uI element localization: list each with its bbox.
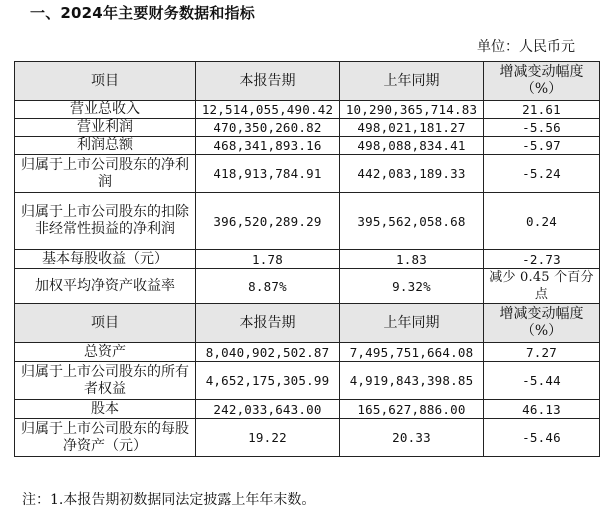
row-item: 利润总额 [15, 137, 196, 155]
row-previous: 442,083,189.33 [340, 155, 484, 193]
header-prior-period: 上年同期 [340, 62, 484, 101]
row-item: 营业利润 [15, 119, 196, 137]
row-item: 股本 [15, 400, 196, 419]
table-row [15, 155, 600, 193]
row-previous: 498,021,181.27 [340, 119, 484, 137]
row-previous: 4,919,843,398.85 [340, 362, 484, 400]
row-current: 242,033,643.00 [196, 400, 340, 419]
row-current: 8.87% [196, 269, 340, 304]
table-row [15, 250, 600, 269]
row-current: 1.78 [196, 250, 340, 269]
row-previous: 7,495,751,664.08 [340, 343, 484, 362]
row-item: 基本每股收益（元） [15, 250, 196, 269]
header-change-pct: 增减变动幅度（%） [484, 304, 600, 343]
table-row [15, 137, 600, 155]
row-current: 418,913,784.91 [196, 155, 340, 193]
header-prior-period: 上年同期 [340, 304, 484, 343]
table1-header-row [15, 62, 600, 101]
row-current: 396,520,289.29 [196, 193, 340, 250]
row-change: -5.97 [484, 137, 600, 155]
table-row [15, 269, 600, 304]
footnote: 注：1.本报告期初数据同法定披露上年年末数。 [22, 492, 316, 508]
table-row [15, 193, 600, 250]
row-previous: 1.83 [340, 250, 484, 269]
row-change: 0.24 [484, 193, 600, 250]
currency-unit: 单位：人民币元 [477, 39, 575, 55]
row-previous: 395,562,058.68 [340, 193, 484, 250]
table2-header-row [15, 304, 600, 343]
row-previous: 165,627,886.00 [340, 400, 484, 419]
table-row [15, 362, 600, 400]
row-change: 减少 0.45 个百分点 [484, 269, 600, 304]
row-change: 7.27 [484, 343, 600, 362]
row-change: 46.13 [484, 400, 600, 419]
row-item: 归属于上市公司股东的净利润 [15, 155, 196, 193]
table-row [15, 101, 600, 119]
row-change: -5.24 [484, 155, 600, 193]
row-current: 8,040,902,502.87 [196, 343, 340, 362]
table-row [15, 400, 600, 419]
table-row [15, 119, 600, 137]
row-current: 4,652,175,305.99 [196, 362, 340, 400]
row-current: 470,350,260.82 [196, 119, 340, 137]
row-item: 归属于上市公司股东的扣除非经常性损益的净利润 [15, 193, 196, 250]
row-change: -2.73 [484, 250, 600, 269]
row-current: 19.22 [196, 419, 340, 457]
section-title: 一、2024年主要财务数据和指标 [30, 4, 255, 22]
row-current: 12,514,055,490.42 [196, 101, 340, 119]
header-change-pct: 增减变动幅度（%） [484, 62, 600, 101]
row-change: -5.44 [484, 362, 600, 400]
table-row [15, 419, 600, 457]
row-change: -5.56 [484, 119, 600, 137]
row-change: 21.61 [484, 101, 600, 119]
financial-data-table [14, 61, 600, 457]
row-item: 营业总收入 [15, 101, 196, 119]
row-item: 总资产 [15, 343, 196, 362]
row-item: 归属于上市公司股东的所有者权益 [15, 362, 196, 400]
row-previous: 20.33 [340, 419, 484, 457]
row-item: 加权平均净资产收益率 [15, 269, 196, 304]
table-row [15, 343, 600, 362]
row-change: -5.46 [484, 419, 600, 457]
header-current-period: 本报告期 [196, 62, 340, 101]
header-item: 项目 [15, 62, 196, 101]
header-current-period: 本报告期 [196, 304, 340, 343]
header-item: 项目 [15, 304, 196, 343]
row-previous: 9.32% [340, 269, 484, 304]
row-previous: 498,088,834.41 [340, 137, 484, 155]
row-previous: 10,290,365,714.83 [340, 101, 484, 119]
row-item: 归属于上市公司股东的每股净资产（元） [15, 419, 196, 457]
row-current: 468,341,893.16 [196, 137, 340, 155]
